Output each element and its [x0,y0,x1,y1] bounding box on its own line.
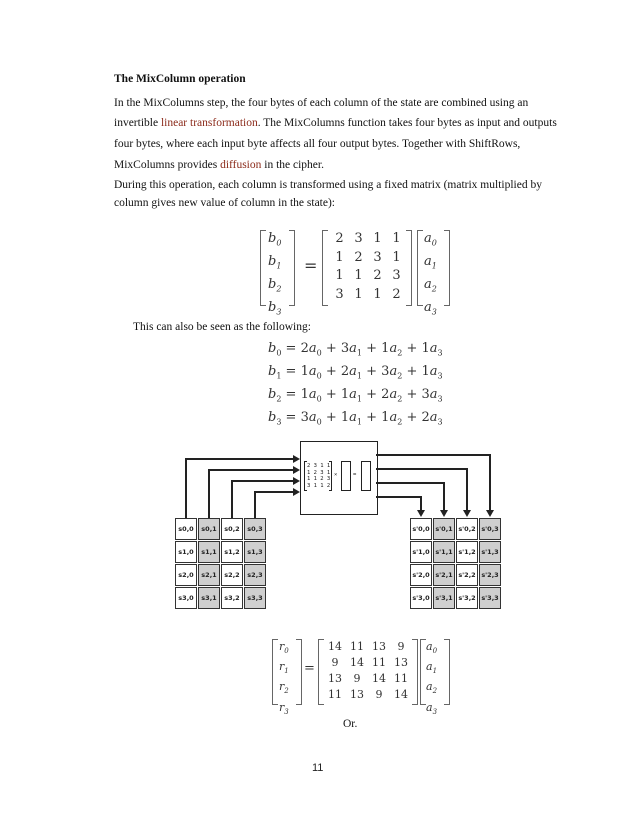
equation-line: $b_3 = 3a_0 + 1a_1 + 1a_2 + 2a_3$ [268,410,443,427]
para1-line1: In the MixColumns step, the four bytes of each column of the state are combined using an [114,97,529,109]
rhs-a2: $a_2$ [424,277,437,294]
page-number: 11 [312,762,324,774]
lhs-r2: $r_2$ [279,680,289,696]
lhs-r3: $r_3$ [279,700,289,716]
state-cell: s'3,3 [479,587,501,609]
state-cell: s2,2 [221,564,243,586]
matrix-cell: 1 [392,231,401,246]
matrix-cell: 13 [328,672,342,685]
input-state-grid [175,518,266,609]
matrix-cell: 1 [392,249,401,265]
matrix-row [324,671,412,687]
matrix-cell: 2 [373,268,382,283]
matrix-cell: 1 [373,286,382,302]
state-cell: s'3,2 [456,587,478,609]
lhs-b3: $b_3$ [268,300,282,317]
para1-line3: four bytes, where each input byte affects all four output bytes. Together with ShiftRows, [114,138,521,150]
state-cell: s'2,3 [479,564,501,586]
matrix-cell: 9 [331,656,339,669]
state-cell: s'1,3 [479,541,501,563]
lhs-r1: $r_1$ [279,660,289,676]
matrix-cell: 1 [354,286,363,302]
state-cell: s0,2 [221,518,243,540]
state-cell: s0,3 [244,518,266,540]
matrix-cell: 11 [394,672,408,685]
rhs2-a0: $a_0$ [426,640,438,656]
state-cell: s'1,0 [410,541,432,563]
matrix-cell: 2 [392,286,401,302]
matrix-cell: 14 [394,688,408,701]
rhs-a3: $a_3$ [424,300,437,317]
state-cell: s'0,0 [410,518,432,540]
matrix-cell: 3 [392,268,401,283]
lhs-r0: $r_0$ [279,640,289,656]
mini-matrix-row: 1 2 3 1 [307,469,331,476]
state-cell: s'2,0 [410,564,432,586]
state-cell: s'0,3 [479,518,501,540]
diffusion-link[interactable]: diffusion [220,159,262,171]
state-cell: s2,1 [198,564,220,586]
mini-matrix-row: 3 1 1 2 [307,482,331,489]
equation-line: $b_1 = 1a_0 + 2a_1 + 3a_2 + 1a_3$ [268,364,443,381]
state-cell: s'1,2 [456,541,478,563]
equals-sign: = [304,256,318,275]
output-state-grid [410,518,501,609]
state-cell: s3,2 [221,587,243,609]
matrix-row [324,655,412,671]
matrix-cell: 13 [350,688,364,701]
state-cell: s1,0 [175,541,197,563]
matrix-cell: 3 [373,249,382,265]
matrix-cell: 11 [328,688,342,701]
state-cell: s1,1 [198,541,220,563]
para2-line2: column gives new value of column in the state): [114,197,335,209]
state-cell: s3,3 [244,587,266,609]
also-seen-text: This can also be seen as the following: [133,321,311,333]
section-heading: The MixColumn operation [114,73,246,85]
state-cell: s0,1 [198,518,220,540]
lhs-b0: $b_0$ [268,231,282,248]
mini-matrix-row: 2 3 1 1 [307,463,331,469]
state-cell: s'0,2 [456,518,478,540]
lhs-b1: $b_1$ [268,254,282,271]
rhs2-a1: $a_1$ [426,660,438,676]
matrix-cell: 14 [350,656,364,669]
para1-line4: MixColumns provides diffusion in the cipher. [114,159,324,171]
lhs-b2: $b_2$ [268,277,282,294]
state-cell: s1,2 [221,541,243,563]
matrix-cell: 1 [354,268,363,283]
equation-line: $b_0 = 2a_0 + 3a_1 + 1a_2 + 1a_3$ [268,341,443,358]
state-cell: s1,3 [244,541,266,563]
matrix-cell: 9 [375,688,383,701]
state-cell: s'0,1 [433,518,455,540]
mini-times: × [334,472,338,478]
linear-transformation-link[interactable]: linear transformation [160,117,258,129]
matrix-cell: 13 [372,640,386,653]
matrix-cell: 11 [372,656,386,669]
matrix-cell: 2 [354,249,363,265]
matrix-cell: 3 [354,231,363,246]
matrix-cell: 9 [397,640,405,653]
matrix-cell: 14 [372,672,386,685]
matrix-cell: 13 [394,656,408,669]
or-text: Or. [343,718,358,730]
mini-matrix [307,463,330,489]
para2-line1: During this operation, each column is transformed using a fixed matrix (matrix multiplied by [114,179,542,191]
matrix-cell: 1 [335,268,344,283]
rhs-a1: $a_1$ [424,254,437,271]
state-cell: s2,3 [244,564,266,586]
matrix-cell: 3 [335,286,344,302]
matrix-row [324,687,412,703]
matrix-cell: 9 [353,672,361,685]
state-cell: s3,0 [175,587,197,609]
matrix-cell: 1 [373,231,382,246]
state-cell: s'1,1 [433,541,455,563]
state-cell: s'3,0 [410,587,432,609]
matrix-cell: 11 [350,640,364,653]
state-cell: s'2,1 [433,564,455,586]
state-cell: s'3,1 [433,587,455,609]
rhs-a0: $a_0$ [424,231,437,248]
equals-sign-2: = [304,661,315,676]
state-cell: s2,0 [175,564,197,586]
transform-box [300,441,378,515]
mini-eq: = [353,472,357,478]
state-cell: s3,1 [198,587,220,609]
rhs2-a2: $a_2$ [426,680,438,696]
matrix-cell: 2 [335,231,344,246]
state-cell: s'2,2 [456,564,478,586]
state-cell: s0,0 [175,518,197,540]
matrix-cell: 14 [328,640,342,653]
equation-line: $b_2 = 1a_0 + 1a_1 + 2a_2 + 3a_3$ [268,387,443,404]
inverse-matrix-equation [272,637,452,716]
matrix-row [324,639,412,655]
rhs2-a3: $a_3$ [426,700,438,716]
inverse-coefficient-matrix [324,639,412,703]
para1-line2: invertible linear transformation. The MixColumns function takes four bytes as input and outputs [114,117,557,129]
mini-matrix-row: 1 1 2 3 [307,476,331,482]
matrix-cell: 1 [335,249,344,265]
